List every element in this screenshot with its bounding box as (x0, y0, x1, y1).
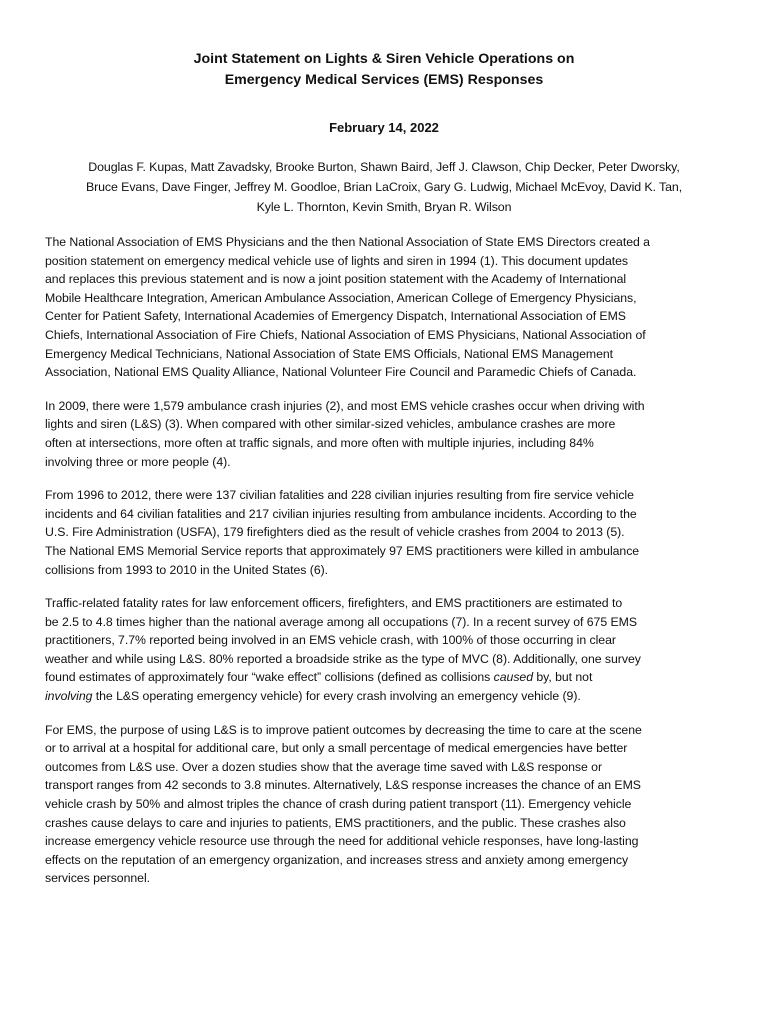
emphasis-text: involving (45, 689, 93, 704)
text-line: practitioners, 7.7% reported being involved in an EMS vehicle crash, with 100% of those occurring in clear (45, 633, 616, 648)
paragraph-crash-injuries (45, 397, 723, 471)
text-line: services personnel. (45, 871, 150, 886)
title-line-2: Emergency Medical Services (EMS) Responses (224, 72, 544, 88)
text-line: often at intersections, more often at traffic signals, and more often with multiple injuries, including 84% (45, 435, 594, 450)
text-line: For EMS, the purpose of using L&S is to improve patient outcomes by decreasing the time to care at the scene (45, 722, 642, 737)
text-line: In 2009, there were 1,579 ambulance crash injuries (2), and most EMS vehicle crashes occur when driving with (45, 398, 645, 413)
text-line: incidents and 64 civilian fatalities and 217 civilian injuries resulting from ambulance incidents. According to the (45, 506, 637, 521)
text-line: Mobile Healthcare Integration, American Ambulance Association, American College of Emergency Physicians, (45, 290, 637, 305)
text-line: lights and siren (L&S) (3). When compared with other similar-sized vehicles, ambulance crashes are more (45, 417, 616, 432)
author-line-3: Kyle L. Thornton, Kevin Smith, Bryan R. Wilson (256, 200, 512, 214)
paragraph-fatality-rates (45, 594, 723, 706)
text-line: effects on the reputation of an emergency organization, and increases stress and anxiety among emergency (45, 852, 629, 867)
text-line: From 1996 to 2012, there were 137 civilian fatalities and 228 civilian injuries resulting from fire service vehicle (45, 488, 634, 503)
text-line (45, 687, 723, 706)
paragraph-history (45, 233, 723, 382)
document-date: February 14, 2022 (329, 120, 439, 135)
text-line: position statement on emergency medical vehicle use of lights and siren in 1994 (1). This document updates (45, 253, 629, 268)
text-line: U.S. Fire Administration (USFA), 179 firefighters died as the result of vehicle crashes from 2004 to 2013 (5). (45, 525, 625, 540)
text-line: The National Association of EMS Physicians and the then National Association of State EMS Directors created a (45, 235, 650, 249)
text-line: Association, National EMS Quality Alliance, National Volunteer Fire Council and Paramedic Chiefs of Canada. (45, 365, 637, 380)
text-line (45, 668, 723, 687)
text-line: and replaces this previous statement and is now a joint position statement with the Academy of International (45, 272, 627, 287)
text-segment: found estimates of approximately four “wake effect” collisions (defined as collisions (45, 670, 494, 685)
text-line: Emergency Medical Technicians, National Association of State EMS Officials, National EMS Management (45, 346, 614, 361)
text-segment: by, but not (533, 670, 593, 685)
author-line-2: Bruce Evans, Dave Finger, Jeffrey M. Goodloe, Brian LaCroix, Gary G. Ludwig, Michael McEvoy, David K. Tan, (85, 180, 683, 194)
text-line: Chiefs, International Association of Fire Chiefs, National Association of EMS Physicians, National Association of (45, 327, 646, 342)
text-line: Traffic-related fatality rates for law enforcement officers, firefighters, and EMS practitioners are estimated to (45, 596, 623, 611)
text-line: crashes cause delays to care and injuries to patients, EMS practitioners, and the public. These crashes also (45, 815, 626, 830)
text-line: collisions from 1993 to 2010 in the United States (6). (45, 562, 329, 577)
document-page (45, 49, 723, 888)
text-line: involving three or more people (4). (45, 454, 231, 469)
paragraph-purpose (45, 721, 723, 888)
text-line: increase emergency vehicle resource use through the need for additional vehicle responses, have long-lasting (45, 834, 639, 849)
text-line: weather and while using L&S. 80% reported a broadside strike as the type of MVC (8). Additionally, one survey (45, 651, 641, 666)
text-line: The National EMS Memorial Service reports that approximately 97 EMS practitioners were killed in ambulance (45, 543, 640, 558)
title-line-1: Joint Statement on Lights & Siren Vehicle Operations on (193, 51, 575, 67)
text-segment: the L&S operating emergency vehicle) for every crash involving an emergency vehicle (9). (92, 689, 581, 704)
text-line: Center for Patient Safety, International Academies of Emergency Dispatch, International Association of EMS (45, 309, 626, 324)
emphasis-text: caused (493, 670, 533, 685)
text-line: transport ranges from 42 seconds to 3.8 minutes. Alternatively, L&S response increases the chance of an EMS (45, 778, 641, 793)
author-line-1: Douglas F. Kupas, Matt Zavadsky, Brooke Burton, Shawn Baird, Jeff J. Clawson, Chip Decker, Peter Dworsky, (88, 160, 680, 174)
text-line: be 2.5 to 4.8 times higher than the national average among all occupations (7). In a recent survey of 675 EMS (45, 614, 637, 629)
paragraph-fatalities (45, 486, 723, 579)
author-list (45, 157, 723, 217)
document-title (45, 49, 723, 91)
text-line: outcomes from L&S use. Over a dozen studies show that the average time saved with L&S response or (45, 759, 603, 774)
text-line: vehicle crash by 50% and almost triples the chance of crash during patient transport (11). Emergency vehicle (45, 797, 632, 812)
text-line: or to arrival at a hospital for additional care, but only a small percentage of medical emergencies have better (45, 741, 628, 756)
